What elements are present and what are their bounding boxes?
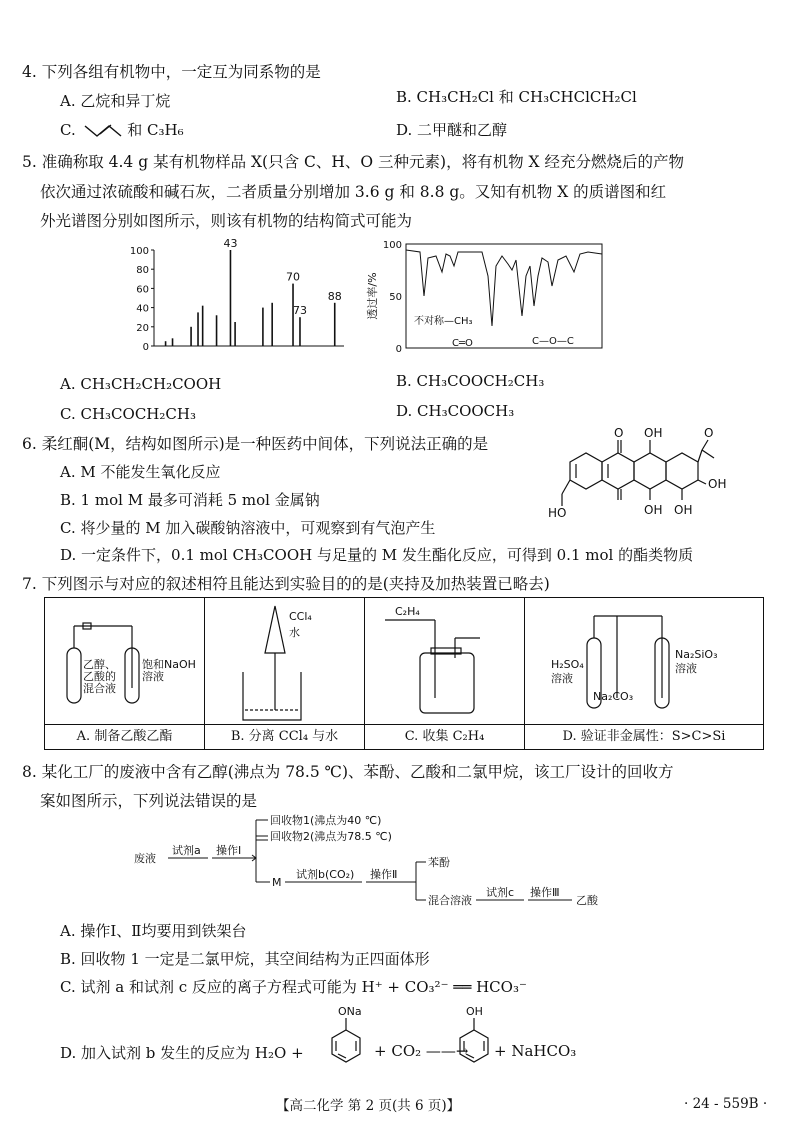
experiment-caption-d: D. 验证非金属性：S>C>Si <box>525 724 763 749</box>
ms-y-tick-label: 100 <box>129 246 149 257</box>
ms-y-tick-label: 80 <box>136 265 149 277</box>
q8-option-c: C. 试剂 a 和试剂 c 反应的离子方程式可能为 H⁺ + CO₃²⁻ ══ HCO₃⁻ <box>60 978 527 996</box>
q5-option-a: A. CH₃CH₂CH₂COOH <box>60 375 222 393</box>
cell-a-label: 饱和NaOH <box>142 658 196 671</box>
experiment-caption-b: B. 分离 CCl₄ 与水 <box>205 724 364 749</box>
ir-annotation: 不对称—CH₃ <box>414 316 473 327</box>
ir-y-tick-label: 50 <box>389 292 402 303</box>
q5-line2: 依次通过浓硫酸和碱石灰，二者质量分别增加 3.6 g 和 8.8 g。又知有机物 X 的质谱图和红 <box>40 183 667 201</box>
recovery-flowchart-diagram <box>130 812 640 912</box>
q5-option-d: D. CH₃COOCH₃ <box>396 402 515 420</box>
experiment-cell-b <box>205 598 365 749</box>
q5-option-b: B. CH₃COOCH₂CH₃ <box>396 372 545 390</box>
flow-rec2: 回收物2(沸点为78.5 ℃) <box>270 830 392 843</box>
ir-annotation: C—O—C <box>532 336 574 347</box>
q8-option-a: A. 操作Ⅰ、Ⅱ均要用到铁架台 <box>60 922 247 940</box>
flow-acid: 乙酸 <box>576 894 598 907</box>
q7-stem: 7. 下列图示与对应的叙述相符且能达到实验目的的是(夹持及加热装置已略去) <box>22 575 550 593</box>
ir-spectrum-line <box>406 250 602 326</box>
cell-d-label: H₂SO₄ <box>551 658 584 671</box>
propene-skeletal-icon <box>81 122 123 140</box>
flow-reagent-b: 试剂b(CO₂) <box>296 868 355 881</box>
cell-d-label: 溶液 <box>675 662 697 675</box>
q6-option-d: D. 一定条件下，0.1 mol CH₃COOH 与足量的 M 发生酯化反应，可得到 0.1 mol 的酯类物质 <box>60 546 694 564</box>
q8-option-d-prefix: D. 加入试剂 b 发生的反应为 H₂O + <box>60 1044 304 1062</box>
q8-option-d-mid: + CO₂ ——→ <box>374 1042 469 1060</box>
experiment-table <box>44 597 764 750</box>
q5-option-c: C. CH₃COCH₂CH₃ <box>60 405 196 423</box>
cell-c-label: C₂H₄ <box>395 605 420 618</box>
flow-op1: 操作Ⅰ <box>216 844 242 857</box>
cell-b-label: CCl₄ <box>289 610 312 623</box>
cell-d-label: Na₂CO₃ <box>593 690 634 703</box>
ms-y-tick-label: 40 <box>136 303 149 315</box>
q6-option-a: A. M 不能发生氧化反应 <box>60 463 221 481</box>
q5-line1: 5. 准确称取 4.4 g 某有机物样品 X(只含 C、H、O 三种元素)，将有机物 X 经充分燃烧后的产物 <box>22 153 684 171</box>
ms-y-tick-label: 20 <box>136 322 149 334</box>
struct-label: OH <box>644 503 663 517</box>
q4-option-b: B. CH₃CH₂Cl 和 CH₃CHClCH₂Cl <box>396 88 637 106</box>
struct-label: OH <box>708 477 727 491</box>
ms-y-tick-label: 60 <box>136 284 149 296</box>
q4-option-c-suffix: 和 C₃H₆ <box>127 121 184 139</box>
nonmetal-comparison-apparatus-diagram <box>525 598 761 724</box>
experiment-cell-d <box>525 598 763 749</box>
ms-peak-label: 88 <box>327 289 342 303</box>
flow-op3: 操作Ⅲ <box>530 886 560 899</box>
cell-a-label: 乙醇、 <box>83 658 116 671</box>
q8-line1: 8. 某化工厂的废液中含有乙醇(沸点为 78.5 ℃)、苯酚、乙酸和二氯甲烷，该工厂设计的回收方 <box>22 763 674 781</box>
oh-label: OH <box>466 1005 483 1018</box>
q8-option-d-suffix: + NaHCO₃ <box>494 1042 577 1060</box>
flow-waste: 废液 <box>134 852 156 865</box>
struct-label: O <box>704 426 714 440</box>
separatory-funnel-diagram <box>205 598 363 724</box>
q6-option-b: B. 1 mol M 最多可消耗 5 mol 金属钠 <box>60 491 320 509</box>
ir-spectrum-chart <box>362 236 608 360</box>
flow-reagent-c: 试剂c <box>486 886 515 899</box>
struct-label: OH <box>644 426 663 440</box>
flow-rec1: 回收物1(沸点为40 ℃) <box>270 814 382 827</box>
experiment-cell-a <box>45 598 205 749</box>
struct-label: O <box>614 426 624 440</box>
mass-spectrum-chart <box>126 238 356 356</box>
ms-peak-label: 73 <box>292 304 307 318</box>
onA-label: ONa <box>338 1005 362 1018</box>
q4-option-d: D. 二甲醚和乙醇 <box>396 121 508 139</box>
flow-m: M <box>272 876 282 889</box>
daunomycinone-structure-diagram <box>540 422 730 526</box>
struct-label: OH <box>674 503 693 517</box>
page-footer: 【高二化学 第 2 页(共 6 页)】 <box>276 1098 461 1114</box>
q4-stem: 4. 下列各组有机物中，一定互为同系物的是 <box>22 63 321 81</box>
q4-option-c-prefix: C. <box>60 121 76 139</box>
q4-option-c <box>60 119 184 140</box>
experiment-caption-c: C. 收集 C₂H₄ <box>365 724 524 749</box>
struct-label: HO <box>548 506 567 520</box>
cell-b-label: 水 <box>289 626 300 639</box>
cell-d-label: 溶液 <box>551 672 573 685</box>
ir-annotation: C═O <box>452 338 473 349</box>
q8-option-b: B. 回收物 1 一定是二氯甲烷，其空间结构为正四面体形 <box>60 950 430 968</box>
cell-a-label: 混合液 <box>83 682 116 695</box>
q8-line2: 案如图所示，下列说法错误的是 <box>40 792 258 810</box>
ms-y-tick-label: 0 <box>142 342 149 353</box>
cell-d-label: Na₂SiO₃ <box>675 648 718 661</box>
esterification-apparatus-diagram <box>45 598 203 724</box>
flow-reagent-a: 试剂a <box>172 844 201 857</box>
flow-op2: 操作Ⅱ <box>370 868 398 881</box>
flow-mix: 混合溶液 <box>428 894 472 907</box>
phenol-structure <box>450 1000 498 1072</box>
gas-collection-bottle-diagram <box>365 598 523 724</box>
experiment-cell-c <box>365 598 525 749</box>
ir-frame <box>406 244 602 348</box>
ir-y-axis-label: 透过率/% <box>366 272 379 320</box>
q6-option-c: C. 将少量的 M 加入碳酸钠溶液中，可观察到有气泡产生 <box>60 519 436 537</box>
cell-a-label: 溶液 <box>142 670 164 683</box>
ms-peak-label: 43 <box>223 238 238 250</box>
page-code: · 24 - 559B · <box>684 1096 768 1112</box>
experiment-caption-a: A. 制备乙酸乙酯 <box>45 724 204 749</box>
q5-line3: 外光谱图分别如图所示，则该有机物的结构简式可能为 <box>40 212 413 230</box>
ir-y-tick-label: 0 <box>395 344 402 355</box>
ms-peak-label: 70 <box>286 270 301 284</box>
ir-y-tick-label: 100 <box>382 240 402 251</box>
q6-stem: 6. 柔红酮(M，结构如图所示)是一种医药中间体，下列说法正确的是 <box>22 435 489 453</box>
sodium-phenoxide-structure <box>322 1000 370 1072</box>
cell-a-label: 乙酸的 <box>83 670 116 683</box>
q4-option-a: A. 乙烷和异丁烷 <box>60 92 171 110</box>
flow-phenol: 苯酚 <box>428 856 450 869</box>
